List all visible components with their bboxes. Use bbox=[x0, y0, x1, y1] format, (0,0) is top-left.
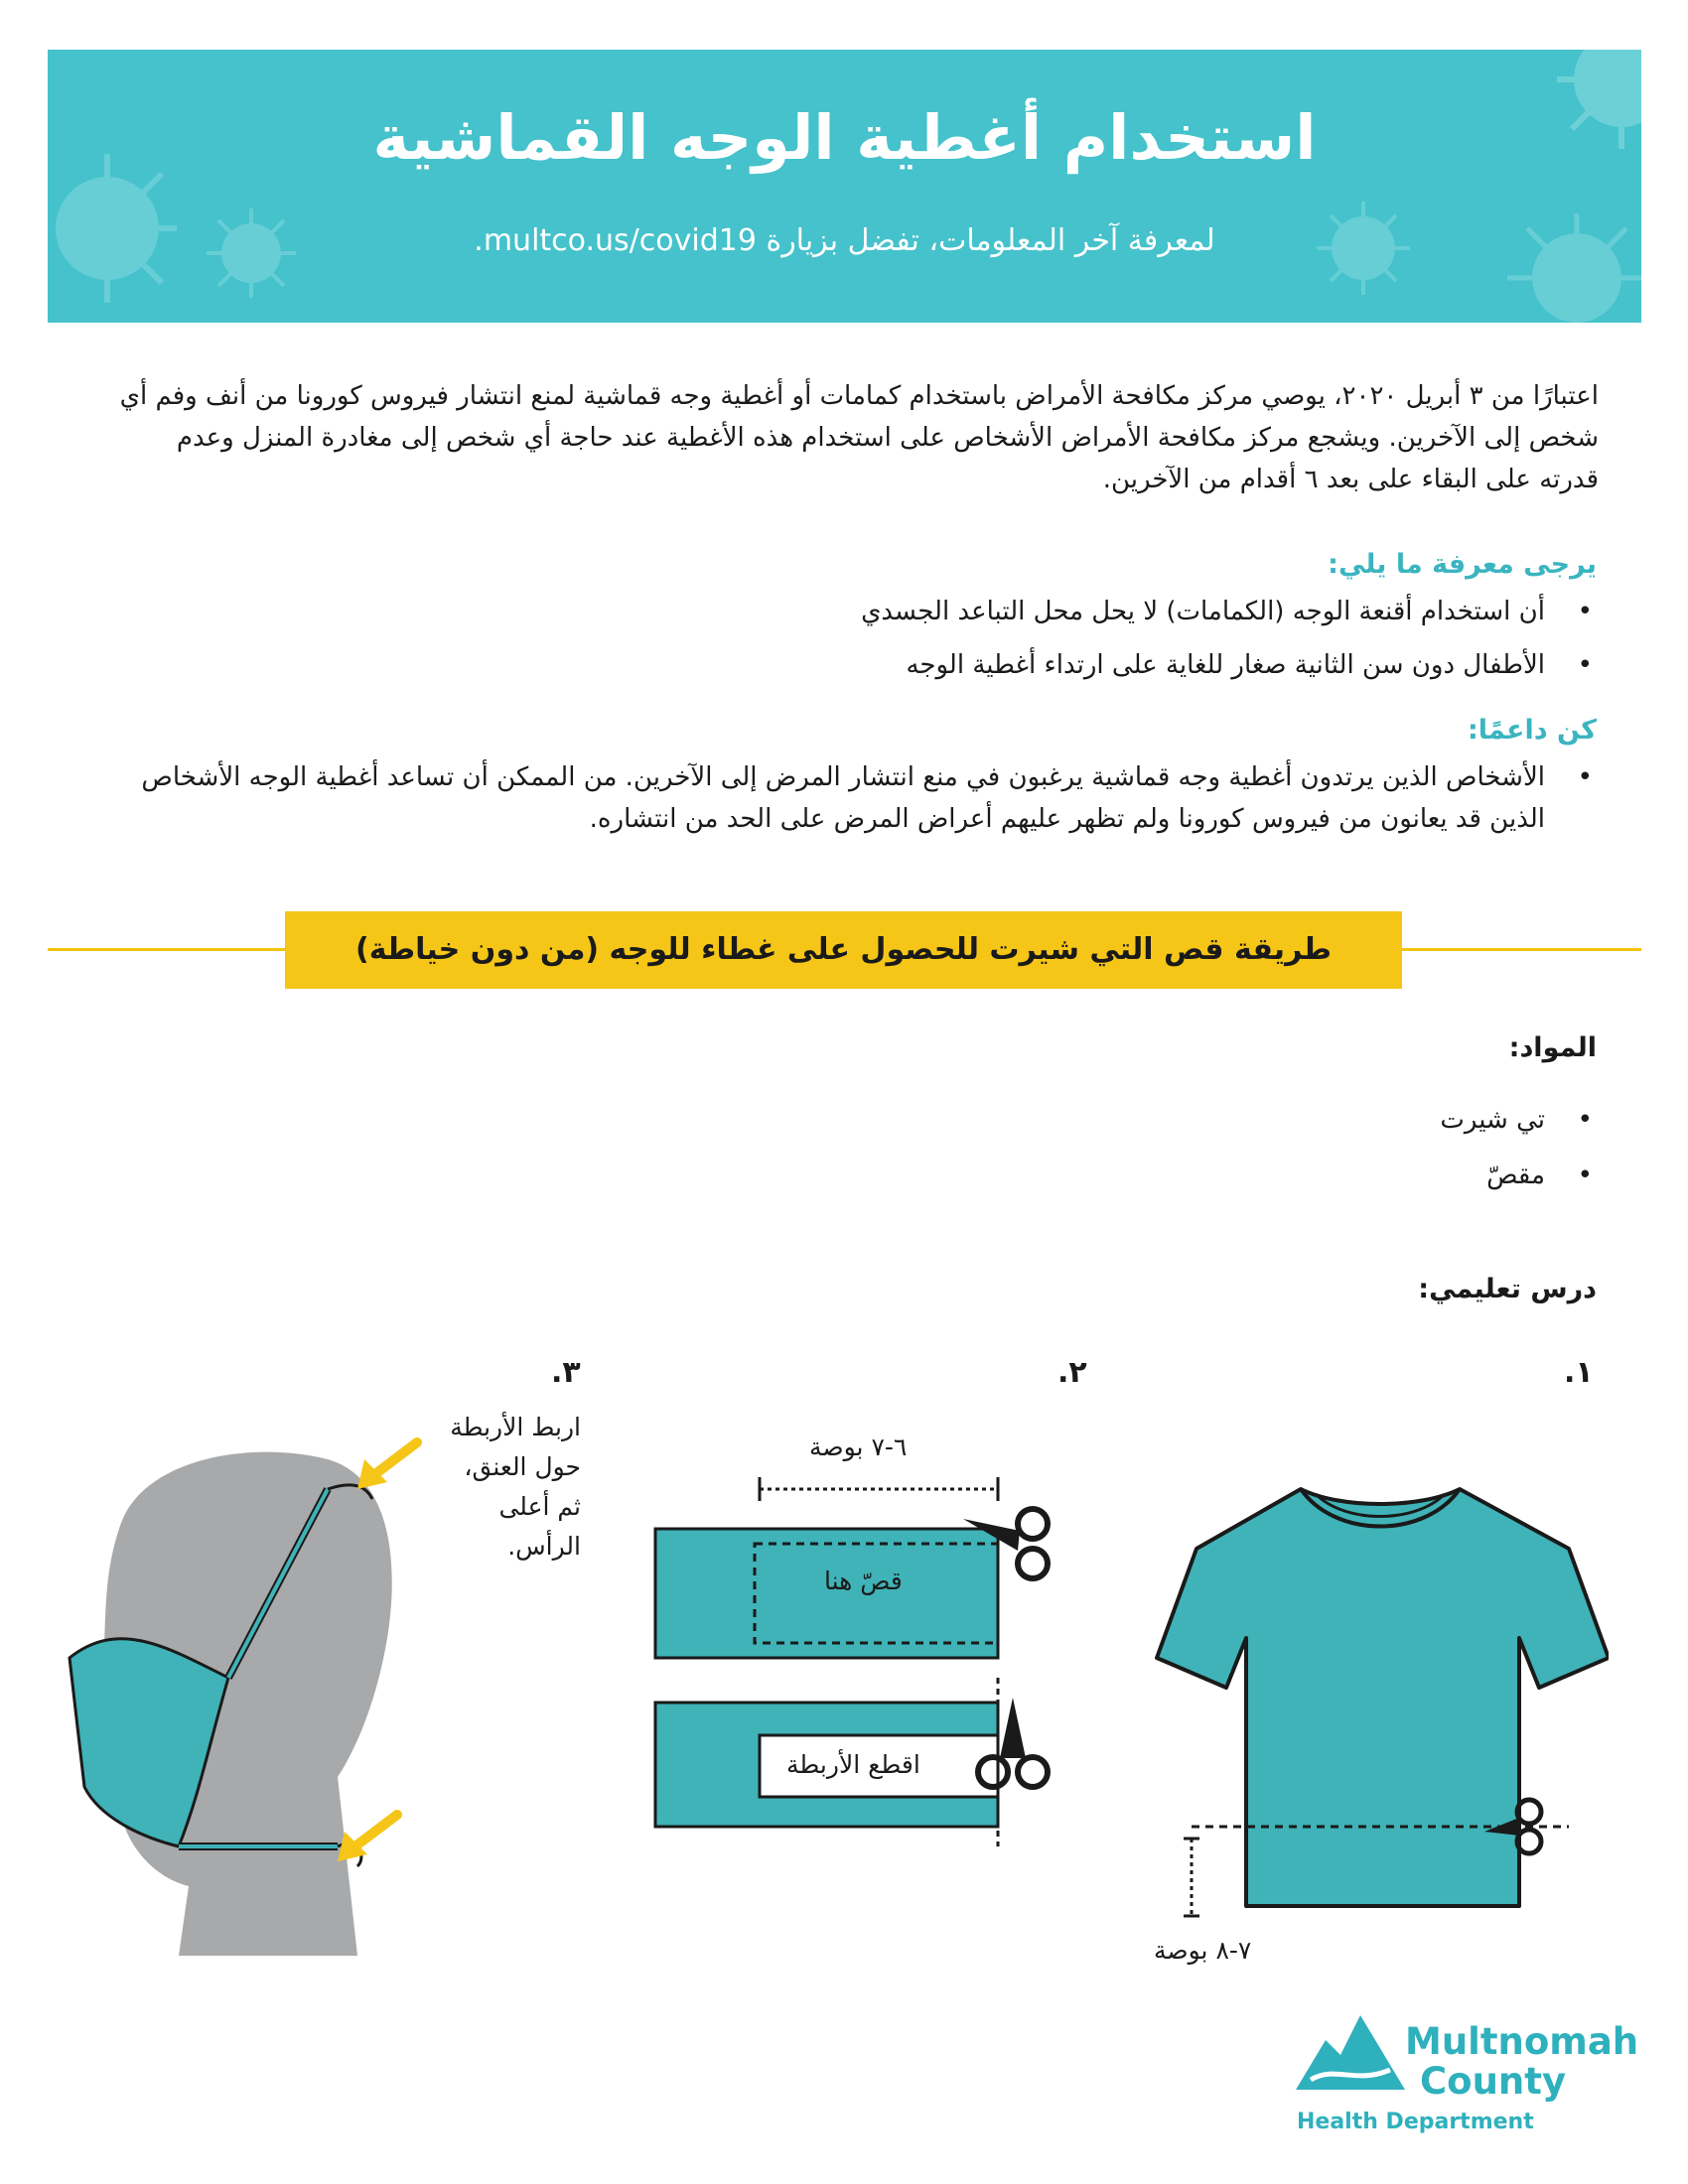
know-list bbox=[861, 594, 1597, 683]
arrow-icon bbox=[333, 1807, 402, 1866]
tshirt-illustration bbox=[1152, 1469, 1609, 1946]
kind-heading: كن داعمًا: bbox=[1468, 715, 1597, 746]
multnomah-logo-icon bbox=[1296, 2010, 1405, 2095]
materials-list bbox=[1440, 1102, 1597, 1193]
page-title: استخدام أغطية الوجه القماشية bbox=[372, 101, 1317, 174]
virus-icon bbox=[1497, 199, 1641, 323]
scissors-icon bbox=[958, 1499, 1057, 1588]
arrow-icon bbox=[352, 1434, 422, 1494]
cut-ties-label: اقطع الأربطة bbox=[786, 1750, 920, 1779]
logo-line-2: County bbox=[1420, 2060, 1567, 2103]
section-title: طريقة قص التي شيرت للحصول على غطاء للوجه (من دون خياطة) bbox=[285, 911, 1402, 989]
intro-paragraph: اعتبارًا من ٣ أبريل ٢٠٢٠، يوصي مركز مكافحة الأمراض باستخدام كمامات أو أغطية وجه قماشية لمنع انتشار فيروس كورونا من أنف وفم أي شخص إلى الآخرين. ويشجع مركز مكافحة الأمراض الأشخاص على استخدام هذه الأغطية عند حاجة أي شخص إلى مغادرة المنزل وعدم قدرته على البقاء على بعد ٦ أقدام من الآخرين. bbox=[119, 381, 1599, 494]
list-item: • تي شيرت bbox=[1440, 1102, 1545, 1138]
scissors-icon bbox=[968, 1693, 1057, 1802]
logo-line-1: Multnomah bbox=[1405, 2020, 1639, 2063]
step-1-measure: ٧-٨ بوصة bbox=[1154, 1936, 1252, 1965]
page-subtitle: لمعرفة آخر المعلومات، تفضل بزيارة multco.us/covid19. bbox=[474, 223, 1215, 258]
list-item: • أن استخدام أقنعة الوجه (الكمامات) لا يحل محل التباعد الجسدي bbox=[861, 594, 1545, 629]
kind-list bbox=[135, 756, 1597, 840]
step-3-number: ٣. bbox=[551, 1355, 581, 1390]
list-item: • الأشخاص الذين يرتدون أغطية وجه قماشية يرغبون في منع انتشار المرض إلى الآخرين. من الممكن أن تساعد أغطية الوجه الأشخاص الذين قد يعانون من فيروس كورونا ولم تظهر عليهم أعراض المرض على الحد من انتشاره. bbox=[135, 756, 1545, 840]
cut-here-label: قصّ هنا bbox=[824, 1567, 903, 1595]
step-3-instructions: اربط الأربطة حول العنق، ثم أعلى الرأس. bbox=[450, 1413, 581, 1561]
logo-line-3: Health Department bbox=[1297, 2110, 1534, 2134]
step-2-number: ٢. bbox=[1057, 1355, 1087, 1390]
know-heading: يرجى معرفة ما يلي: bbox=[1328, 549, 1597, 580]
tutorial-heading: درس تعليمي: bbox=[1418, 1274, 1597, 1304]
list-item: • الأطفال دون سن الثانية صغار للغاية على ارتداء أغطية الوجه bbox=[861, 647, 1545, 683]
list-item: • مقصّ bbox=[1440, 1158, 1545, 1193]
header-banner bbox=[48, 50, 1641, 323]
step-1-number: ١. bbox=[1564, 1355, 1594, 1390]
step-2-measure: ٦-٧ بوصة bbox=[809, 1433, 908, 1461]
scissors-icon bbox=[1479, 1792, 1549, 1861]
head-mask-illustration bbox=[60, 1420, 417, 1956]
materials-heading: المواد: bbox=[1508, 1032, 1597, 1063]
